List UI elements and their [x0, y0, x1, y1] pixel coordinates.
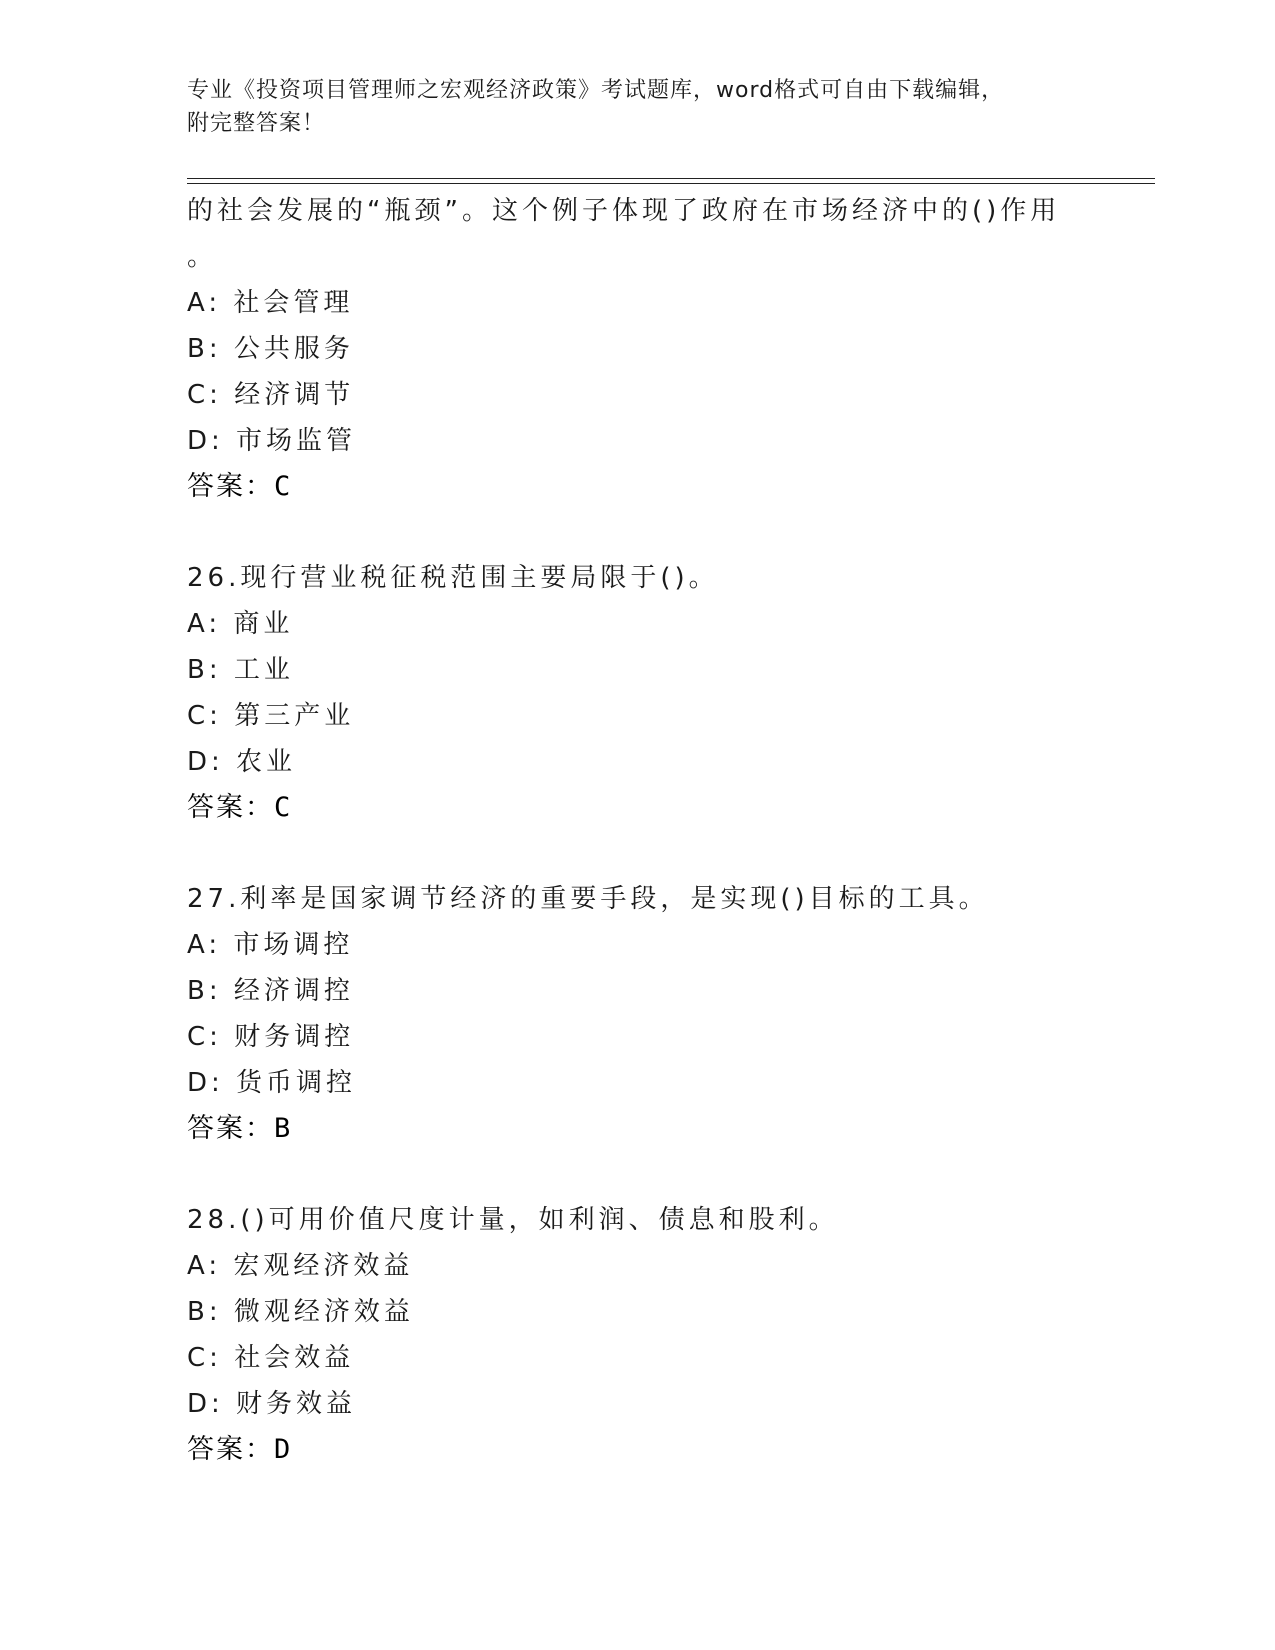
option-label: A: — [187, 609, 222, 639]
header-line-1: 专业《投资项目管理师之宏观经济政策》考试题库，word格式可自由下载编辑， — [187, 78, 1005, 103]
option-label: A: — [187, 930, 222, 960]
option-text: 经济调控 — [233, 976, 354, 1006]
answer-value: D — [274, 1434, 293, 1465]
question-stem-tail: 。 — [187, 242, 218, 272]
answer-value: C — [274, 792, 293, 823]
option-label: B: — [187, 1297, 222, 1327]
option-text: 公共服务 — [233, 334, 354, 364]
option-label: D: — [187, 426, 224, 456]
option-label: C: — [187, 701, 222, 731]
option-label: A: — [187, 1251, 222, 1281]
option-d — [187, 739, 1167, 785]
answer-value: C — [274, 471, 293, 502]
option-a — [187, 601, 1167, 647]
spacer — [187, 1152, 1167, 1197]
answer-label: 答案： — [187, 1113, 274, 1144]
answer-label: 答案： — [187, 471, 274, 502]
question-stem-continuation: 的社会发展的“瓶颈”。这个例子体现了政府在市场经济中的()作用 — [187, 196, 1061, 226]
question-28 — [187, 1197, 1167, 1473]
option-text: 社会管理 — [233, 288, 354, 318]
option-text: 财务效益 — [236, 1389, 357, 1419]
question-26 — [187, 555, 1167, 831]
option-c — [187, 1014, 1167, 1060]
option-b — [187, 326, 1167, 372]
option-label: C: — [187, 380, 222, 410]
option-c — [187, 372, 1167, 418]
option-text: 经济调节 — [234, 380, 355, 410]
header-divider-bottom — [187, 183, 1155, 184]
answer-line — [187, 785, 1167, 831]
option-text: 市场调控 — [233, 930, 354, 960]
option-label: D: — [187, 1389, 224, 1419]
option-label: D: — [187, 1068, 224, 1098]
spacer — [187, 831, 1167, 876]
answer-line — [187, 1106, 1167, 1152]
option-a — [187, 922, 1167, 968]
question-stem: 27.利率是国家调节经济的重要手段，是实现()目标的工具。 — [187, 884, 989, 914]
option-label: D: — [187, 747, 224, 777]
answer-label: 答案： — [187, 1434, 274, 1465]
option-label: C: — [187, 1343, 222, 1373]
option-label: B: — [187, 655, 222, 685]
option-text: 农业 — [236, 747, 297, 777]
header-line-2: 附完整答案！ — [187, 111, 326, 136]
option-d — [187, 1381, 1167, 1427]
document-header — [187, 74, 1147, 140]
option-text: 工业 — [233, 655, 294, 685]
option-d — [187, 418, 1167, 464]
spacer — [187, 510, 1167, 555]
option-b — [187, 1289, 1167, 1335]
option-label: B: — [187, 334, 222, 364]
option-label: C: — [187, 1022, 222, 1052]
question-stem: 28.()可用价值尺度计量，如利润、债息和股利。 — [187, 1205, 839, 1235]
question-stem: 26.现行营业税征税范围主要局限于()。 — [187, 563, 719, 593]
option-label: B: — [187, 976, 222, 1006]
answer-value: B — [274, 1113, 293, 1144]
answer-label: 答案： — [187, 792, 274, 823]
option-text: 宏观经济效益 — [233, 1251, 414, 1281]
option-c — [187, 1335, 1167, 1381]
option-b — [187, 647, 1167, 693]
option-a — [187, 280, 1167, 326]
option-text: 财务调控 — [234, 1022, 355, 1052]
option-a — [187, 1243, 1167, 1289]
header-divider-top — [187, 178, 1155, 179]
option-text: 市场监管 — [236, 426, 357, 456]
question-27 — [187, 876, 1167, 1152]
option-d — [187, 1060, 1167, 1106]
option-text: 第三产业 — [234, 701, 355, 731]
answer-line — [187, 1427, 1167, 1473]
question-continuation — [187, 188, 1167, 510]
option-b — [187, 968, 1167, 1014]
option-text: 货币调控 — [236, 1068, 357, 1098]
answer-line — [187, 464, 1167, 510]
option-c — [187, 693, 1167, 739]
option-text: 社会效益 — [234, 1343, 355, 1373]
option-text: 商业 — [233, 609, 294, 639]
question-list — [187, 188, 1167, 1473]
option-label: A: — [187, 288, 222, 318]
option-text: 微观经济效益 — [233, 1297, 414, 1327]
